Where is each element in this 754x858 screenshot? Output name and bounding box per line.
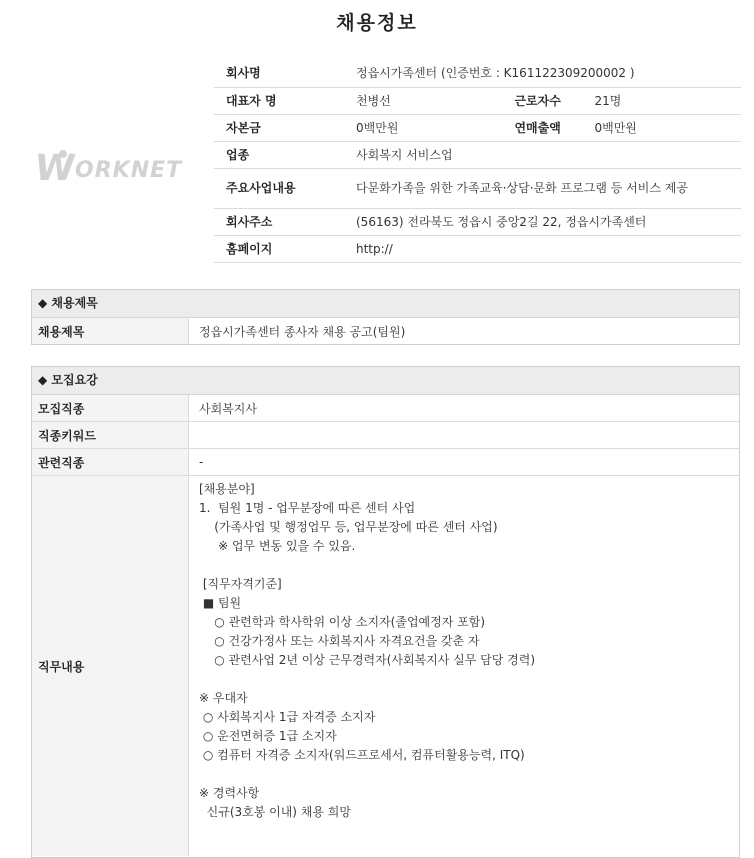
job-title-section [31, 289, 740, 345]
company-name-label: 회사명 [214, 60, 344, 87]
page-title: 채용정보 [336, 12, 418, 34]
duty-line [199, 670, 739, 689]
business-value: 다문화가족을 위한 가족교육·상담·문화 프로그램 등 서비스 제공 [344, 168, 741, 208]
duty-line: 신규(3호봉 이내) 채용 희망 [199, 805, 351, 819]
duty-row [32, 476, 739, 856]
logo-wordmark: ORKNET [75, 158, 183, 183]
job-title-value: 정읍시가족센터 종사자 채용 공고(팀원) [199, 324, 406, 339]
workers-label: 근로자수 [502, 87, 582, 114]
logo-w-mark: W [32, 148, 72, 189]
duty-line: ○ 건강가정사 또는 사회복지사 자격요건을 갖춘 자 [199, 634, 480, 648]
recruit-section-header: ◆ 모집요강 [32, 367, 739, 395]
duty-content [189, 476, 739, 856]
worknet-logo [33, 150, 189, 188]
company-name-value: 정읍시가족센터 (인증번호 : K161122309200002 ) [344, 60, 741, 87]
industry-label: 업종 [214, 141, 344, 168]
duty-line: [채용분야] [199, 482, 255, 496]
keyword-label: 직종키워드 [32, 422, 189, 448]
company-name-row [214, 60, 741, 87]
duty-line: ○ 관련사업 2년 이상 근무경력자(사회복지사 실무 담당 경력) [199, 653, 536, 667]
job-title-row [32, 318, 739, 344]
keyword-value [189, 422, 739, 448]
occupation-label: 모집직종 [32, 395, 189, 421]
keyword-row [32, 422, 739, 449]
job-title-section-header: ◆ 채용제목 [32, 290, 739, 318]
address-label: 회사주소 [214, 208, 344, 235]
job-title-label: 채용제목 [32, 318, 189, 344]
industry-row [214, 141, 741, 168]
duty-line: ○ 컴퓨터 자격증 소지자(워드프로세서, 컴퓨터활용능력, ITQ) [199, 748, 525, 762]
duty-line: 1. 팀원 1명 - 업무분장에 따른 센터 사업 [199, 501, 416, 515]
duty-line: ○ 관련학과 학사학위 이상 소지자(졸업예정자 포함) [199, 615, 486, 629]
related-row [32, 449, 739, 476]
business-row [214, 168, 741, 208]
related-label: 관련직종 [32, 449, 189, 475]
ceo-row [214, 87, 741, 114]
ceo-value: 천병선 [344, 87, 502, 114]
duty-line: ○ 사회복지사 1급 자격증 소지자 [199, 710, 376, 724]
homepage-row [214, 235, 741, 262]
duty-line [199, 556, 739, 575]
address-row [214, 208, 741, 235]
capital-label: 자본금 [214, 114, 344, 141]
duty-line: ※ 우대자 [199, 691, 248, 705]
duty-label: 직무내용 [32, 476, 189, 856]
recruit-section [31, 366, 740, 858]
address-value: (56163) 전라북도 정읍시 중앙2길 22, 정읍시가족센터 [344, 208, 741, 235]
occupation-value: 사회복지사 [199, 401, 257, 416]
duty-line: ※ 경력사항 [199, 786, 260, 800]
sales-value: 0백만원 [582, 114, 741, 141]
workers-value: 21명 [582, 87, 741, 114]
duty-line: ■ 팀원 [199, 596, 242, 610]
occupation-row [32, 395, 739, 422]
business-label: 주요사업내용 [214, 168, 344, 208]
sales-label: 연매출액 [502, 114, 582, 141]
capital-value: 0백만원 [344, 114, 502, 141]
homepage-link[interactable]: http:// [344, 235, 741, 262]
duty-line: ※ 업무 변동 있을 수 있음. [199, 539, 356, 553]
company-info-table [214, 60, 741, 263]
homepage-label: 홈페이지 [214, 235, 344, 262]
ceo-label: 대표자 명 [214, 87, 344, 114]
duty-line: (가족사업 및 행정업무 등, 업무분장에 따른 센터 사업) [199, 520, 498, 534]
industry-value: 사회복지 서비스업 [344, 141, 741, 168]
related-value: - [199, 455, 204, 469]
duty-line: [직무자격기준] [199, 577, 282, 591]
duty-line [199, 765, 739, 784]
duty-line: ○ 운전면허증 1급 소지자 [199, 729, 337, 743]
capital-row [214, 114, 741, 141]
